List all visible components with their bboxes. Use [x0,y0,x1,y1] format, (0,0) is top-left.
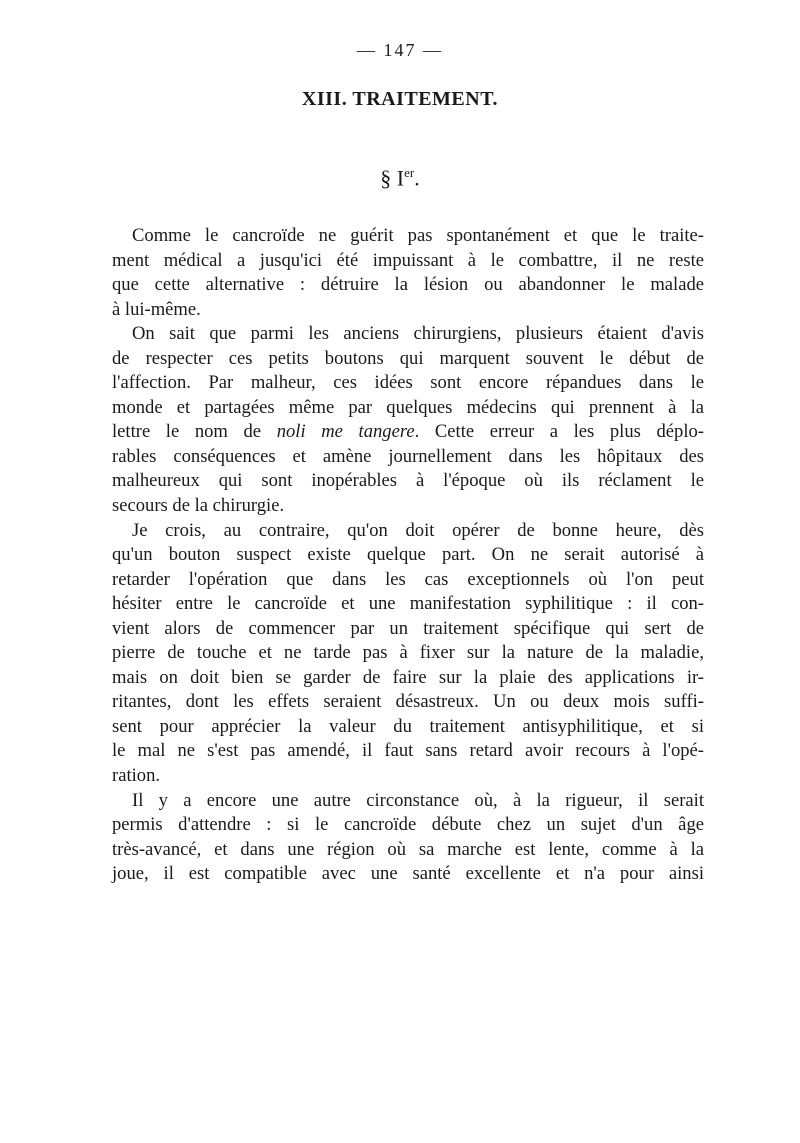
text-line: rables conséquences et amène journellement dans les hôpitaux des [112,445,704,467]
paragraph-4 [112,789,704,887]
paragraph-2 [112,322,704,518]
text-line [112,420,704,445]
text-line: pierre de touche et ne tarde pas à fixer sur la nature de la maladie, [112,642,704,664]
paragraph-3 [112,519,704,789]
text-line: monde et partagées même par quelques médecins qui prennent à la [112,396,704,418]
section-period: . [414,165,420,191]
text-line: ration. [112,765,161,787]
latin-phrase: noli me tangere [276,421,415,443]
text-line: joue, il est compatible avec une santé excellente et n'a pour ainsi [112,863,704,885]
page-number: — 147 — [357,40,443,60]
text-line: que cette alternative : détruire la lésion ou abandonner le malade [112,274,704,296]
text-line: Je crois, au contraire, qu'on doit opérer de bonne heure, dès [132,519,704,541]
text-line: retarder l'opération que dans les cas exceptionnels où l'on peut [112,568,704,590]
text-line: secours de la chirurgie. [112,495,285,517]
text-line: mais on doit bien se garder de faire sur la plaie des applications ir- [112,666,704,688]
text-line: l'affection. Par malheur, ces idées sont encore répandues dans le [112,372,704,394]
paragraph-1 [112,224,704,322]
text-line: de respecter ces petits boutons qui marquent souvent le début de [112,347,704,369]
text-fragment: lettre le nom de [112,421,277,443]
chapter-title: XIII. TRAITEMENT. [301,88,499,110]
text-line: vient alors de commencer par un traitement spécifique qui sert de [112,617,704,639]
text-line: hésiter entre le cancroïde et une manifestation syphilitique : il con- [112,593,704,615]
section-heading [0,165,800,191]
text-line: sent pour apprécier la valeur du traitement antisyphilitique, et si [112,715,704,737]
text-line: ment médical a jusqu'ici été impuissant à le combattre, il ne reste [112,249,704,271]
text-line: ritantes, dont les effets seraient désastreux. Un ou deux mois suffi- [112,691,704,713]
text-line: qu'un bouton suspect existe quelque part. On ne serait autorisé à [112,544,704,566]
text-line: On sait que parmi les anciens chirurgiens, plusieurs étaient d'avis [132,323,704,345]
section-symbol: § I [380,165,405,191]
text-line: Il y a encore une autre circonstance où, à la rigueur, il serait [132,789,704,811]
text-line: permis d'attendre : si le cancroïde débute chez un sujet d'un âge [112,814,704,836]
body-text [112,224,704,887]
text-line: le mal ne s'est pas amendé, il faut sans retard avoir recours à l'opé- [112,740,704,762]
text-line: très-avancé, et dans une région où sa marche est lente, comme à la [112,838,704,860]
text-line: malheureux qui sont inopérables à l'époque où ils réclament le [112,470,704,492]
text-fragment: . Cette erreur a les plus déplo- [414,421,704,443]
text-line: Comme le cancroïde ne guérit pas spontanément et que le traite- [132,225,704,246]
text-line: à lui-même. [112,298,201,320]
section-superscript: er [404,165,415,180]
